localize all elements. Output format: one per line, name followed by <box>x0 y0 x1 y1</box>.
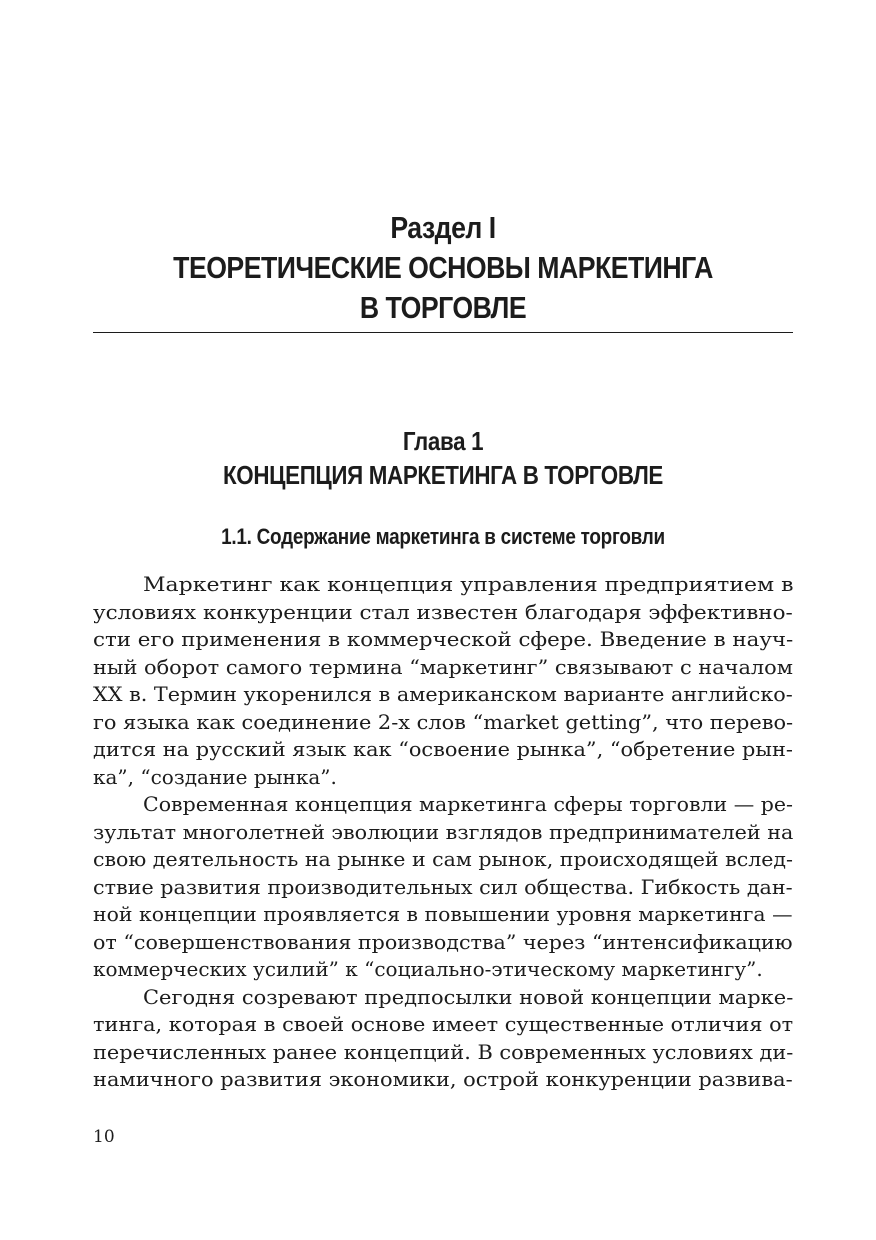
text-line: Сегодня созревают предпосылки новой концепции марке- <box>143 984 794 1009</box>
text-line: зультат многолетней эволюции взглядов предпринимателей на <box>93 819 794 844</box>
text-line: коммерческих усилий” к “социально-этическому маркетингу”. <box>93 957 763 981</box>
text-line: ный оборот самого термина “маркетинг” связывают с началом <box>93 654 793 679</box>
chapter-title: КОНЦЕПЦИЯ МАРКЕТИНГА В ТОРГОВЛЕ <box>222 460 664 490</box>
subsection-heading: 1.1. Содержание маркетинга в системе торговли <box>221 524 665 549</box>
body-text <box>93 571 793 1094</box>
text-line: Современная концепция маркетинга сферы торговли — ре- <box>143 792 793 816</box>
section-title-line-2: В ТОРГОВЛЕ <box>359 290 527 325</box>
text-line: ка”, “создание рынка”. <box>93 764 337 789</box>
text-line: XX в. Термин укоренился в американском варианте английско- <box>93 682 793 706</box>
text-line: сти его применения в коммерческой сфере. Введение в науч- <box>93 627 794 651</box>
text-line: ствие развития производительных сил общества. Гибкость дан- <box>93 874 793 899</box>
text-line: го языка как соединение 2-х слов “market getting”, что перево- <box>93 709 794 734</box>
text-line: от “совершенствования производства” через “интенсификацию <box>93 929 793 954</box>
chapter-heading <box>142 424 744 492</box>
text-line: тинга, которая в своей основе имеет существенные отличия от <box>93 1012 794 1036</box>
section-label: Раздел I <box>390 210 496 245</box>
section-heading <box>142 208 744 328</box>
text-line: Маркетинг как концепция управления предприятием в <box>143 572 794 596</box>
text-line: свою деятельность на рынке и сам рынок, происходящей вслед- <box>93 847 793 871</box>
section-title-line-1: ТЕОРЕТИЧЕСКИЕ ОСНОВЫ МАРКЕТИНГА <box>173 250 713 285</box>
chapter-label: Глава 1 <box>402 426 484 456</box>
text-line: намичного развития экономики, острой конкуренции развива- <box>93 1067 793 1091</box>
text-line: перечисленных ранее концепций. В современных условиях ди- <box>93 1039 794 1064</box>
text-line: ной концепции проявляется в повышении уровня маркетинга — <box>93 902 793 926</box>
text-line: условиях конкуренции стал известен благодаря эффективно- <box>93 599 793 624</box>
page-number: 10 <box>93 1127 115 1147</box>
section-divider <box>93 332 793 333</box>
text-line: дится на русский язык как “освоение рынка”, “обретение рын- <box>93 737 793 761</box>
